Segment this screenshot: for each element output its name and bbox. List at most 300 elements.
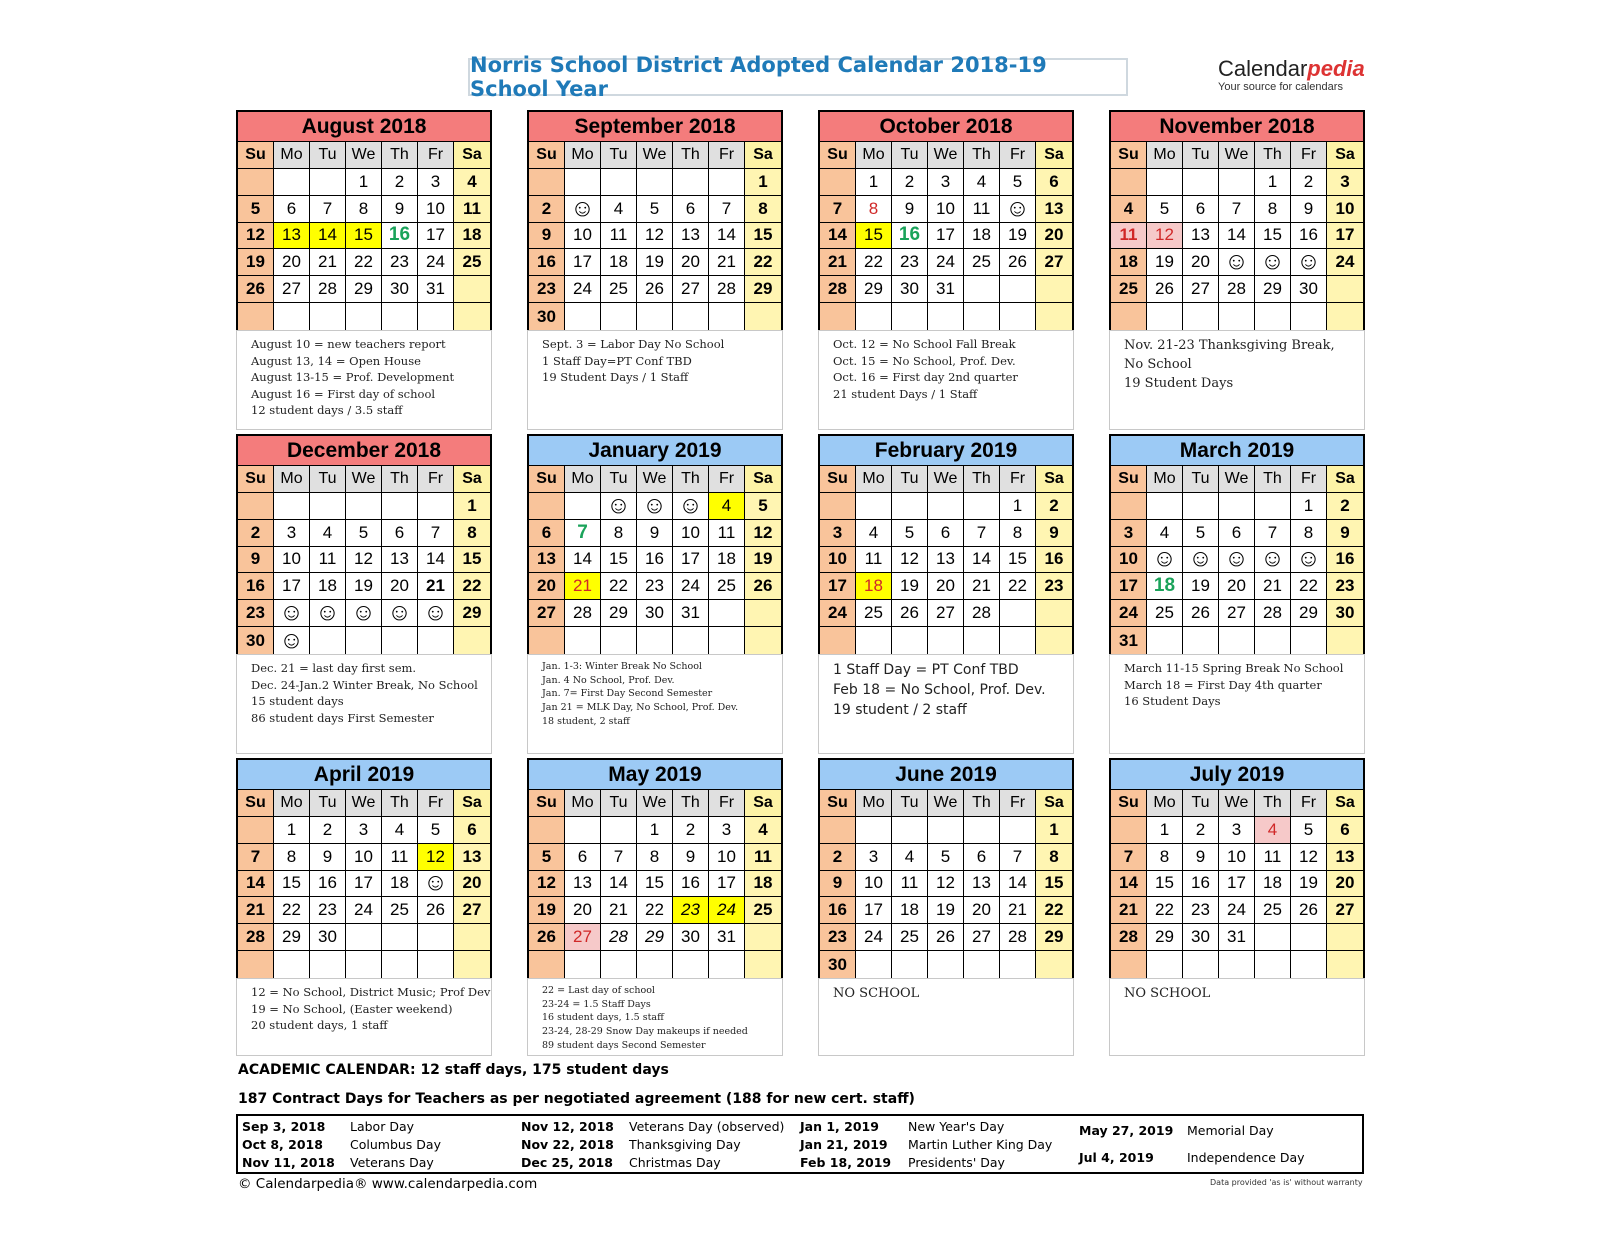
day-cell: 16 xyxy=(892,223,928,250)
empty-cell xyxy=(1183,493,1219,520)
empty-cell xyxy=(673,169,709,196)
day-cell: 18 xyxy=(856,573,892,600)
empty-cell xyxy=(1000,276,1036,303)
empty-cell xyxy=(565,817,601,844)
day-cell: 8 xyxy=(1255,196,1291,223)
empty-cell xyxy=(418,924,454,951)
month-title: March 2019 xyxy=(1111,436,1363,466)
month-notes xyxy=(236,654,492,754)
holiday-name: Christmas Day xyxy=(629,1154,721,1170)
day-cell: 1 xyxy=(1036,817,1072,844)
day-cell: 18 xyxy=(892,897,928,924)
weekday-header: Tu xyxy=(892,790,928,817)
day-cell: 25 xyxy=(601,276,637,303)
day-cell: 28 xyxy=(1219,276,1255,303)
empty-cell xyxy=(1255,627,1291,654)
day-cell: 12 xyxy=(238,223,274,250)
day-cell: 12 xyxy=(529,871,565,898)
empty-cell xyxy=(565,169,601,196)
holiday-row xyxy=(242,1119,521,1134)
day-cell: 3 xyxy=(820,520,856,547)
day-cell: 25 xyxy=(1111,276,1147,303)
weekday-header: Mo xyxy=(856,466,892,493)
day-cell: 13 xyxy=(274,223,310,250)
day-cell: 31 xyxy=(418,276,454,303)
holiday-row xyxy=(521,1119,800,1134)
day-cell: 30 xyxy=(238,627,274,654)
empty-cell xyxy=(529,817,565,844)
weekday-header: Th xyxy=(382,466,418,493)
note-line: 12 = No School, District Music; Prof Dev xyxy=(251,985,491,999)
day-cell: 24 xyxy=(1219,897,1255,924)
day-cell: 9 xyxy=(1291,196,1327,223)
holiday-name: Veterans Day (observed) xyxy=(629,1118,785,1134)
month-notes xyxy=(1109,330,1365,430)
day-cell: 11 xyxy=(382,844,418,871)
weekday-header: Su xyxy=(238,466,274,493)
note-line: 23-24 = 1.5 Staff Days xyxy=(542,998,651,1010)
day-cell: 28 xyxy=(964,600,1000,627)
empty-cell xyxy=(709,627,745,654)
note-line: August 13, 14 = Open House xyxy=(251,353,421,368)
note-line: 19 student / 2 staff xyxy=(833,702,967,718)
empty-cell xyxy=(1000,303,1036,330)
holiday-date: Jul 4, 2019 xyxy=(1079,1150,1154,1165)
weekday-header: Mo xyxy=(565,466,601,493)
day-cell: 19 xyxy=(238,249,274,276)
month-notes xyxy=(527,978,783,1056)
day-cell: 14 xyxy=(238,871,274,898)
smiley-icon: ☺ xyxy=(1000,196,1036,223)
weekday-header: Sa xyxy=(1036,466,1072,493)
holiday-date: Jan 1, 2019 xyxy=(800,1118,879,1134)
day-cell: 31 xyxy=(673,600,709,627)
day-cell: 23 xyxy=(238,600,274,627)
day-cell: 26 xyxy=(1000,249,1036,276)
smiley-icon: ☺ xyxy=(1183,547,1219,574)
day-cell: 26 xyxy=(637,276,673,303)
empty-cell xyxy=(1183,627,1219,654)
day-cell: 1 xyxy=(1255,169,1291,196)
day-cell: 14 xyxy=(1000,871,1036,898)
day-cell: 17 xyxy=(1219,871,1255,898)
weekday-header: Su xyxy=(1111,142,1147,169)
weekday-header: Su xyxy=(820,142,856,169)
weekday-header: We xyxy=(928,142,964,169)
day-cell: 28 xyxy=(709,276,745,303)
day-cell: 3 xyxy=(856,844,892,871)
day-cell: 17 xyxy=(274,573,310,600)
empty-cell xyxy=(454,303,490,330)
day-cell: 11 xyxy=(745,844,781,871)
weekday-header: Su xyxy=(820,466,856,493)
day-cell: 8 xyxy=(1000,520,1036,547)
day-cell: 27 xyxy=(1219,600,1255,627)
weekday-header: Mo xyxy=(565,790,601,817)
day-cell: 14 xyxy=(601,871,637,898)
day-cell: 30 xyxy=(637,600,673,627)
empty-cell xyxy=(382,303,418,330)
empty-cell xyxy=(418,303,454,330)
holiday-row xyxy=(800,1155,1079,1170)
empty-cell xyxy=(1327,951,1363,978)
day-cell: 7 xyxy=(1219,196,1255,223)
empty-cell xyxy=(454,627,490,654)
day-cell: 13 xyxy=(565,871,601,898)
empty-cell xyxy=(310,303,346,330)
day-cell: 19 xyxy=(745,547,781,574)
note-line: Dec. 21 = last day first sem. xyxy=(251,661,417,675)
day-cell: 27 xyxy=(1183,276,1219,303)
day-cell: 27 xyxy=(565,924,601,951)
weekday-header: Su xyxy=(1111,790,1147,817)
day-cell: 5 xyxy=(238,196,274,223)
day-cell: 19 xyxy=(346,573,382,600)
day-cell: 9 xyxy=(673,844,709,871)
month-august-2018 xyxy=(236,110,492,332)
empty-cell xyxy=(601,303,637,330)
empty-cell xyxy=(1000,600,1036,627)
day-cell: 20 xyxy=(565,897,601,924)
holiday-date: Feb 18, 2019 xyxy=(800,1154,892,1170)
empty-cell xyxy=(454,951,490,978)
note-line: Oct. 16 = First day 2nd quarter xyxy=(833,370,1018,384)
day-cell: 27 xyxy=(928,600,964,627)
empty-cell xyxy=(529,951,565,978)
day-cell: 17 xyxy=(709,871,745,898)
month-notes xyxy=(818,654,1074,754)
day-cell: 30 xyxy=(820,951,856,978)
day-cell: 28 xyxy=(565,600,601,627)
empty-cell xyxy=(310,627,346,654)
day-cell: 22 xyxy=(856,249,892,276)
day-cell: 16 xyxy=(637,547,673,574)
empty-cell xyxy=(1111,493,1147,520)
weekday-header: Tu xyxy=(310,790,346,817)
day-cell: 9 xyxy=(820,871,856,898)
day-cell: 13 xyxy=(1036,196,1072,223)
month-february-2019 xyxy=(818,434,1074,656)
month-title: August 2018 xyxy=(238,112,490,142)
brand-tagline: Your source for calendars xyxy=(1218,81,1343,93)
day-cell: 10 xyxy=(856,871,892,898)
empty-cell xyxy=(820,303,856,330)
holiday-row xyxy=(521,1155,800,1170)
day-cell: 11 xyxy=(310,547,346,574)
holiday-date: Jan 21, 2019 xyxy=(800,1136,888,1152)
day-cell: 1 xyxy=(637,817,673,844)
day-cell: 22 xyxy=(1000,573,1036,600)
day-cell: 18 xyxy=(601,249,637,276)
day-cell: 8 xyxy=(1291,520,1327,547)
day-cell: 15 xyxy=(601,547,637,574)
day-cell: 24 xyxy=(1327,249,1363,276)
day-cell: 6 xyxy=(1036,169,1072,196)
empty-cell xyxy=(745,951,781,978)
day-cell: 5 xyxy=(529,844,565,871)
empty-cell xyxy=(856,817,892,844)
weekday-header: We xyxy=(637,466,673,493)
day-cell: 18 xyxy=(1147,573,1183,600)
weekday-header: Fr xyxy=(418,142,454,169)
month-notes xyxy=(1109,978,1365,1056)
smiley-icon: ☺ xyxy=(382,600,418,627)
empty-cell xyxy=(1255,924,1291,951)
note-line: Jan. 7= First Day Second Semester xyxy=(542,688,713,700)
day-cell: 12 xyxy=(637,223,673,250)
day-cell: 5 xyxy=(1183,520,1219,547)
empty-cell xyxy=(964,276,1000,303)
empty-cell xyxy=(274,951,310,978)
empty-cell xyxy=(1000,817,1036,844)
day-cell: 6 xyxy=(529,520,565,547)
day-cell: 13 xyxy=(1327,844,1363,871)
empty-cell xyxy=(892,951,928,978)
day-cell: 1 xyxy=(346,169,382,196)
day-cell: 10 xyxy=(673,520,709,547)
empty-cell xyxy=(964,817,1000,844)
weekday-header: Sa xyxy=(1327,466,1363,493)
day-cell: 5 xyxy=(1147,196,1183,223)
month-october-2018 xyxy=(818,110,1074,332)
month-september-2018 xyxy=(527,110,783,332)
weekday-header: Sa xyxy=(1327,142,1363,169)
day-cell: 3 xyxy=(1111,520,1147,547)
empty-cell xyxy=(1036,600,1072,627)
day-cell: 9 xyxy=(637,520,673,547)
smiley-icon: ☺ xyxy=(637,493,673,520)
day-cell: 7 xyxy=(601,844,637,871)
note-line: March 11-15 Spring Break No School xyxy=(1124,661,1344,675)
holiday-date: Nov 12, 2018 xyxy=(521,1118,614,1134)
day-cell: 2 xyxy=(673,817,709,844)
empty-cell xyxy=(601,169,637,196)
weekday-header: Fr xyxy=(1000,790,1036,817)
day-cell: 18 xyxy=(310,573,346,600)
day-cell: 6 xyxy=(964,844,1000,871)
weekday-header: Su xyxy=(529,142,565,169)
day-cell: 27 xyxy=(964,924,1000,951)
day-cell: 6 xyxy=(928,520,964,547)
holiday-row xyxy=(521,1137,800,1152)
day-cell: 27 xyxy=(454,897,490,924)
empty-cell xyxy=(1219,951,1255,978)
brand-name-plain: Calendar xyxy=(1218,56,1308,81)
day-cell: 9 xyxy=(1036,520,1072,547)
empty-cell xyxy=(709,169,745,196)
empty-cell xyxy=(382,493,418,520)
day-cell: 30 xyxy=(529,303,565,330)
weekday-header: Sa xyxy=(1036,790,1072,817)
empty-cell xyxy=(418,951,454,978)
day-cell: 23 xyxy=(529,276,565,303)
day-cell: 29 xyxy=(1147,924,1183,951)
holiday-column xyxy=(242,1117,521,1171)
day-cell: 18 xyxy=(964,223,1000,250)
day-cell: 10 xyxy=(418,196,454,223)
day-cell: 20 xyxy=(274,249,310,276)
empty-cell xyxy=(892,817,928,844)
day-cell: 30 xyxy=(673,924,709,951)
empty-cell xyxy=(637,169,673,196)
empty-cell xyxy=(418,627,454,654)
empty-cell xyxy=(1036,951,1072,978)
day-cell: 15 xyxy=(274,871,310,898)
weekday-header: Th xyxy=(673,466,709,493)
weekday-header: Su xyxy=(238,790,274,817)
day-cell: 8 xyxy=(454,520,490,547)
day-cell: 13 xyxy=(964,871,1000,898)
empty-cell xyxy=(601,817,637,844)
note-line: 86 student days First Semester xyxy=(251,710,434,725)
holiday-name: New Year's Day xyxy=(908,1118,1005,1134)
weekday-header: We xyxy=(1219,142,1255,169)
day-cell: 31 xyxy=(1111,627,1147,654)
empty-cell xyxy=(238,169,274,196)
weekday-header: Fr xyxy=(1000,466,1036,493)
day-cell: 17 xyxy=(1327,223,1363,250)
day-cell: 8 xyxy=(1036,844,1072,871)
empty-cell xyxy=(928,303,964,330)
day-cell: 25 xyxy=(454,249,490,276)
day-cell: 24 xyxy=(346,897,382,924)
day-cell: 12 xyxy=(1147,223,1183,250)
day-cell: 17 xyxy=(346,871,382,898)
day-cell: 2 xyxy=(1183,817,1219,844)
weekday-header: Th xyxy=(382,790,418,817)
empty-cell xyxy=(928,817,964,844)
day-cell: 9 xyxy=(529,223,565,250)
day-cell: 13 xyxy=(454,844,490,871)
empty-cell xyxy=(1219,493,1255,520)
month-title: November 2018 xyxy=(1111,112,1363,142)
day-cell: 11 xyxy=(454,196,490,223)
day-cell: 21 xyxy=(238,897,274,924)
day-cell: 16 xyxy=(310,871,346,898)
day-cell: 15 xyxy=(856,223,892,250)
weekday-header: Tu xyxy=(601,790,637,817)
day-cell: 17 xyxy=(418,223,454,250)
empty-cell xyxy=(382,924,418,951)
day-cell: 8 xyxy=(856,196,892,223)
day-cell: 14 xyxy=(1219,223,1255,250)
day-cell: 13 xyxy=(382,547,418,574)
day-cell: 24 xyxy=(1111,600,1147,627)
day-cell: 7 xyxy=(709,196,745,223)
month-title: January 2019 xyxy=(529,436,781,466)
day-cell: 4 xyxy=(1255,817,1291,844)
holiday-row xyxy=(800,1119,1079,1134)
note-line: 23-24, 28-29 Snow Day makeups if needed xyxy=(542,1026,748,1038)
day-cell: 2 xyxy=(1327,493,1363,520)
day-cell: 26 xyxy=(892,600,928,627)
note-line: 18 student, 2 staff xyxy=(542,715,630,727)
day-cell: 31 xyxy=(709,924,745,951)
empty-cell xyxy=(1111,303,1147,330)
month-notes xyxy=(1109,654,1365,754)
day-cell: 11 xyxy=(856,547,892,574)
day-cell: 19 xyxy=(892,573,928,600)
note-line: Oct. 12 = No School Fall Break xyxy=(833,337,1016,351)
day-cell: 13 xyxy=(529,547,565,574)
note-line: NO SCHOOL xyxy=(833,986,920,1001)
day-cell: 18 xyxy=(1111,249,1147,276)
day-cell: 23 xyxy=(1327,573,1363,600)
empty-cell xyxy=(1291,951,1327,978)
day-cell: 12 xyxy=(346,547,382,574)
day-cell: 17 xyxy=(565,249,601,276)
weekday-header: Tu xyxy=(601,142,637,169)
day-cell: 4 xyxy=(310,520,346,547)
weekday-header: Tu xyxy=(310,466,346,493)
smiley-icon: ☺ xyxy=(1255,547,1291,574)
day-cell: 25 xyxy=(745,897,781,924)
day-cell: 14 xyxy=(820,223,856,250)
day-cell: 3 xyxy=(928,169,964,196)
day-cell: 23 xyxy=(820,924,856,951)
day-cell: 12 xyxy=(1291,844,1327,871)
weekday-header: Sa xyxy=(745,142,781,169)
day-cell: 28 xyxy=(601,924,637,951)
holiday-date: Nov 11, 2018 xyxy=(242,1154,335,1170)
day-cell: 24 xyxy=(820,600,856,627)
empty-cell xyxy=(820,493,856,520)
weekday-header: Mo xyxy=(274,142,310,169)
day-cell: 9 xyxy=(1327,520,1363,547)
weekday-header: We xyxy=(637,142,673,169)
weekday-header: Tu xyxy=(1183,466,1219,493)
day-cell: 29 xyxy=(454,600,490,627)
brand-name-accent: pedia xyxy=(1307,56,1365,81)
day-cell: 20 xyxy=(928,573,964,600)
empty-cell xyxy=(820,627,856,654)
day-cell: 28 xyxy=(238,924,274,951)
day-cell: 30 xyxy=(1291,276,1327,303)
empty-cell xyxy=(637,303,673,330)
day-cell: 12 xyxy=(928,871,964,898)
day-cell: 24 xyxy=(418,249,454,276)
day-cell: 7 xyxy=(238,844,274,871)
day-cell: 17 xyxy=(928,223,964,250)
note-line: March 18 = First Day 4th quarter xyxy=(1124,677,1322,692)
day-cell: 18 xyxy=(1255,871,1291,898)
weekday-header: Tu xyxy=(601,466,637,493)
weekday-header: Fr xyxy=(418,790,454,817)
day-cell: 9 xyxy=(892,196,928,223)
day-cell: 30 xyxy=(1327,600,1363,627)
smiley-icon: ☺ xyxy=(274,600,310,627)
empty-cell xyxy=(238,951,274,978)
note-line: 1 Staff Day = PT Conf TBD xyxy=(833,662,1019,678)
note-line: Dec. 24-Jan.2 Winter Break, No School xyxy=(251,677,478,692)
day-cell: 22 xyxy=(601,573,637,600)
day-cell: 23 xyxy=(1183,897,1219,924)
day-cell: 25 xyxy=(964,249,1000,276)
smiley-icon: ☺ xyxy=(1147,547,1183,574)
day-cell: 29 xyxy=(637,924,673,951)
empty-cell xyxy=(820,169,856,196)
empty-cell xyxy=(820,817,856,844)
day-cell: 2 xyxy=(820,844,856,871)
day-cell: 14 xyxy=(310,223,346,250)
contract-summary: 187 Contract Days for Teachers as per negotiated agreement (188 for new cert. staff) xyxy=(238,1091,915,1107)
day-cell: 16 xyxy=(1291,223,1327,250)
day-cell: 5 xyxy=(1291,817,1327,844)
empty-cell xyxy=(310,951,346,978)
day-cell: 6 xyxy=(1183,196,1219,223)
month-notes xyxy=(818,330,1074,430)
weekday-header: Tu xyxy=(1183,142,1219,169)
